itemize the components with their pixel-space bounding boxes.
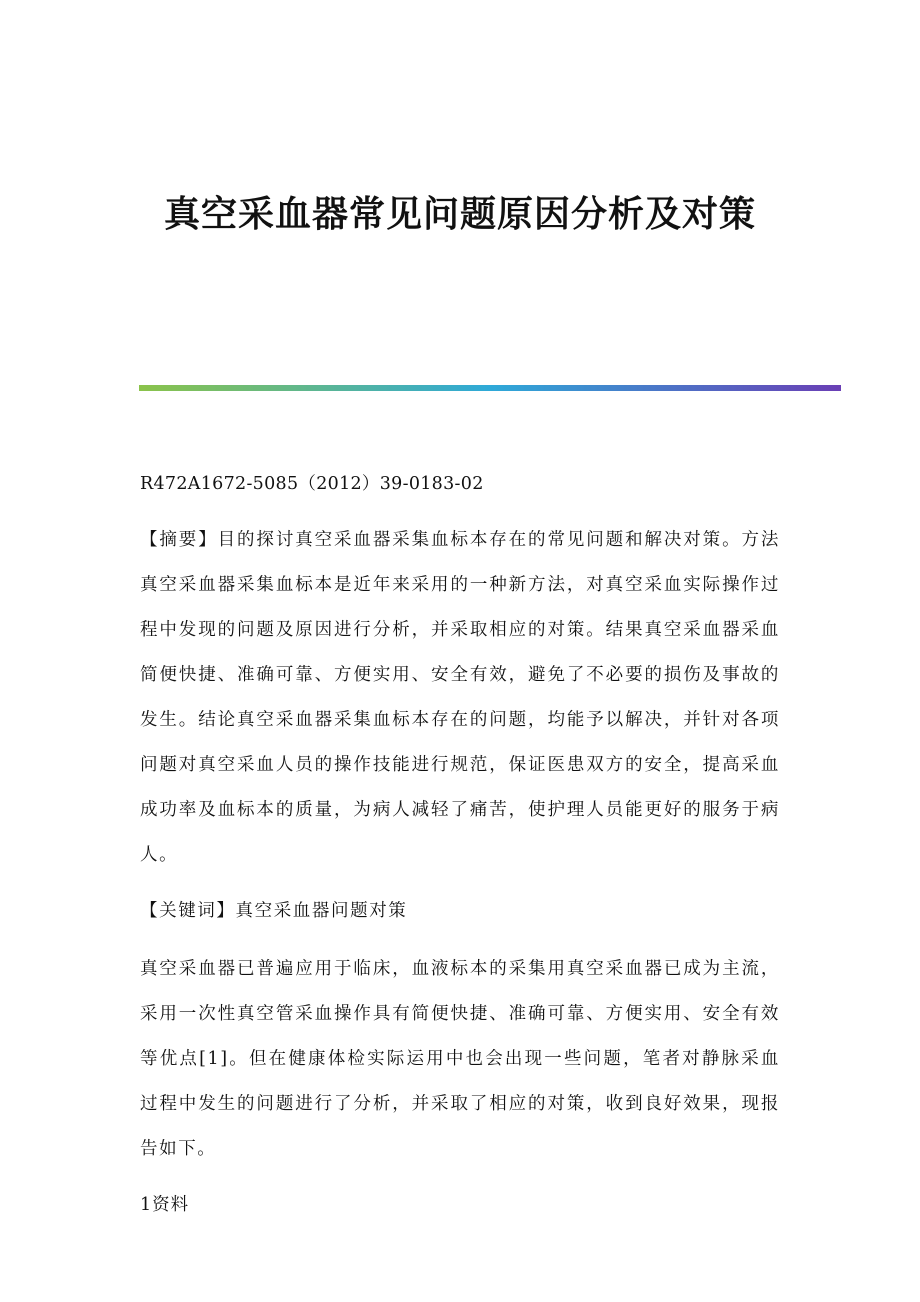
section-heading: 1资料	[140, 1195, 190, 1215]
document-title: 真空采血器常见问题原因分析及对策	[163, 193, 756, 235]
title-divider	[139, 385, 841, 391]
intro-paragraph: 真空采血器已普遍应用于临床，血液标本的采集用真空采血器已成为主流，采用一次性真空管采血操作具有简便快捷、准确可靠、方便实用、安全有效等优点[1]。但在健康体检实际运用中也会出现一些问题，笔者对静脉采血过程中发生的问题进行了分析，并采取了相应的对策，收到良好效果，现报告如下。	[140, 959, 780, 1159]
document-body	[140, 466, 780, 1223]
keywords-paragraph: 【关键词】真空采血器问题对策	[140, 901, 408, 921]
classification-code: R472A1672-5085（2012）39-0183-02	[140, 474, 484, 494]
abstract-paragraph: 【摘要】目的探讨真空采血器采集血标本存在的常见问题和解决对策。方法真空采血器采集血标本是近年来采用的一种新方法，对真空采血实际操作过程中发现的问题及原因进行分析，并采取相应的对策。结果真空采血器采血简便快捷、准确可靠、方便实用、安全有效，避免了不必要的损伤及事故的发生。结论真空采血器采集血标本存在的问题，均能予以解决，并针对各项问题对真空采血人员的操作技能进行规范，保证医患双方的安全，提高采血成功率及血标本的质量，为病人减轻了痛苦，使护理人员能更好的服务于病人。	[140, 530, 780, 865]
